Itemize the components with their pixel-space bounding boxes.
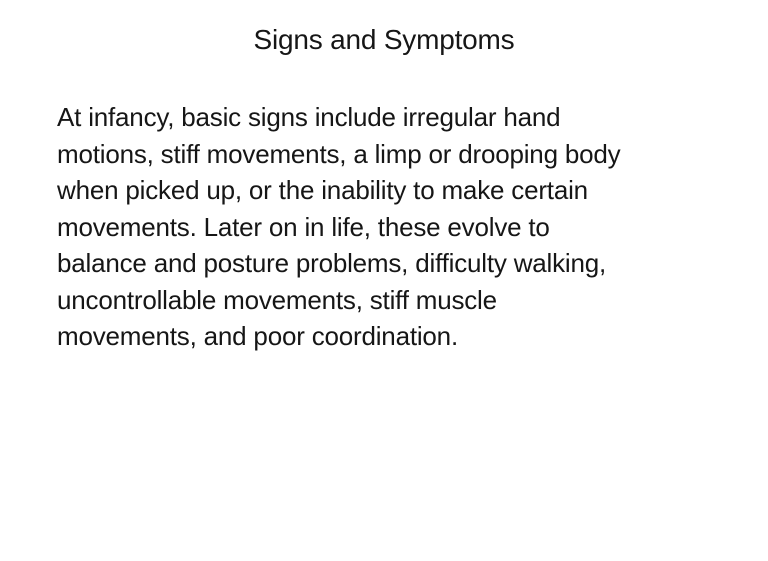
body-line: movements, and poor coordination. xyxy=(57,321,458,351)
body-line: when picked up, or the inability to make certain xyxy=(57,175,588,205)
slide-body-text xyxy=(57,99,730,355)
body-line: balance and posture problems, difficulty walking, xyxy=(57,248,607,278)
body-line: uncontrollable movements, stiff muscle xyxy=(57,284,497,315)
slide-title: Signs and Symptoms xyxy=(253,24,515,55)
body-line: motions, stiff movements, a limp or drooping body xyxy=(57,138,621,169)
body-line: At infancy, basic signs include irregular hand xyxy=(57,102,561,132)
body-line: movements. Later on in life, these evolve to xyxy=(57,211,550,242)
